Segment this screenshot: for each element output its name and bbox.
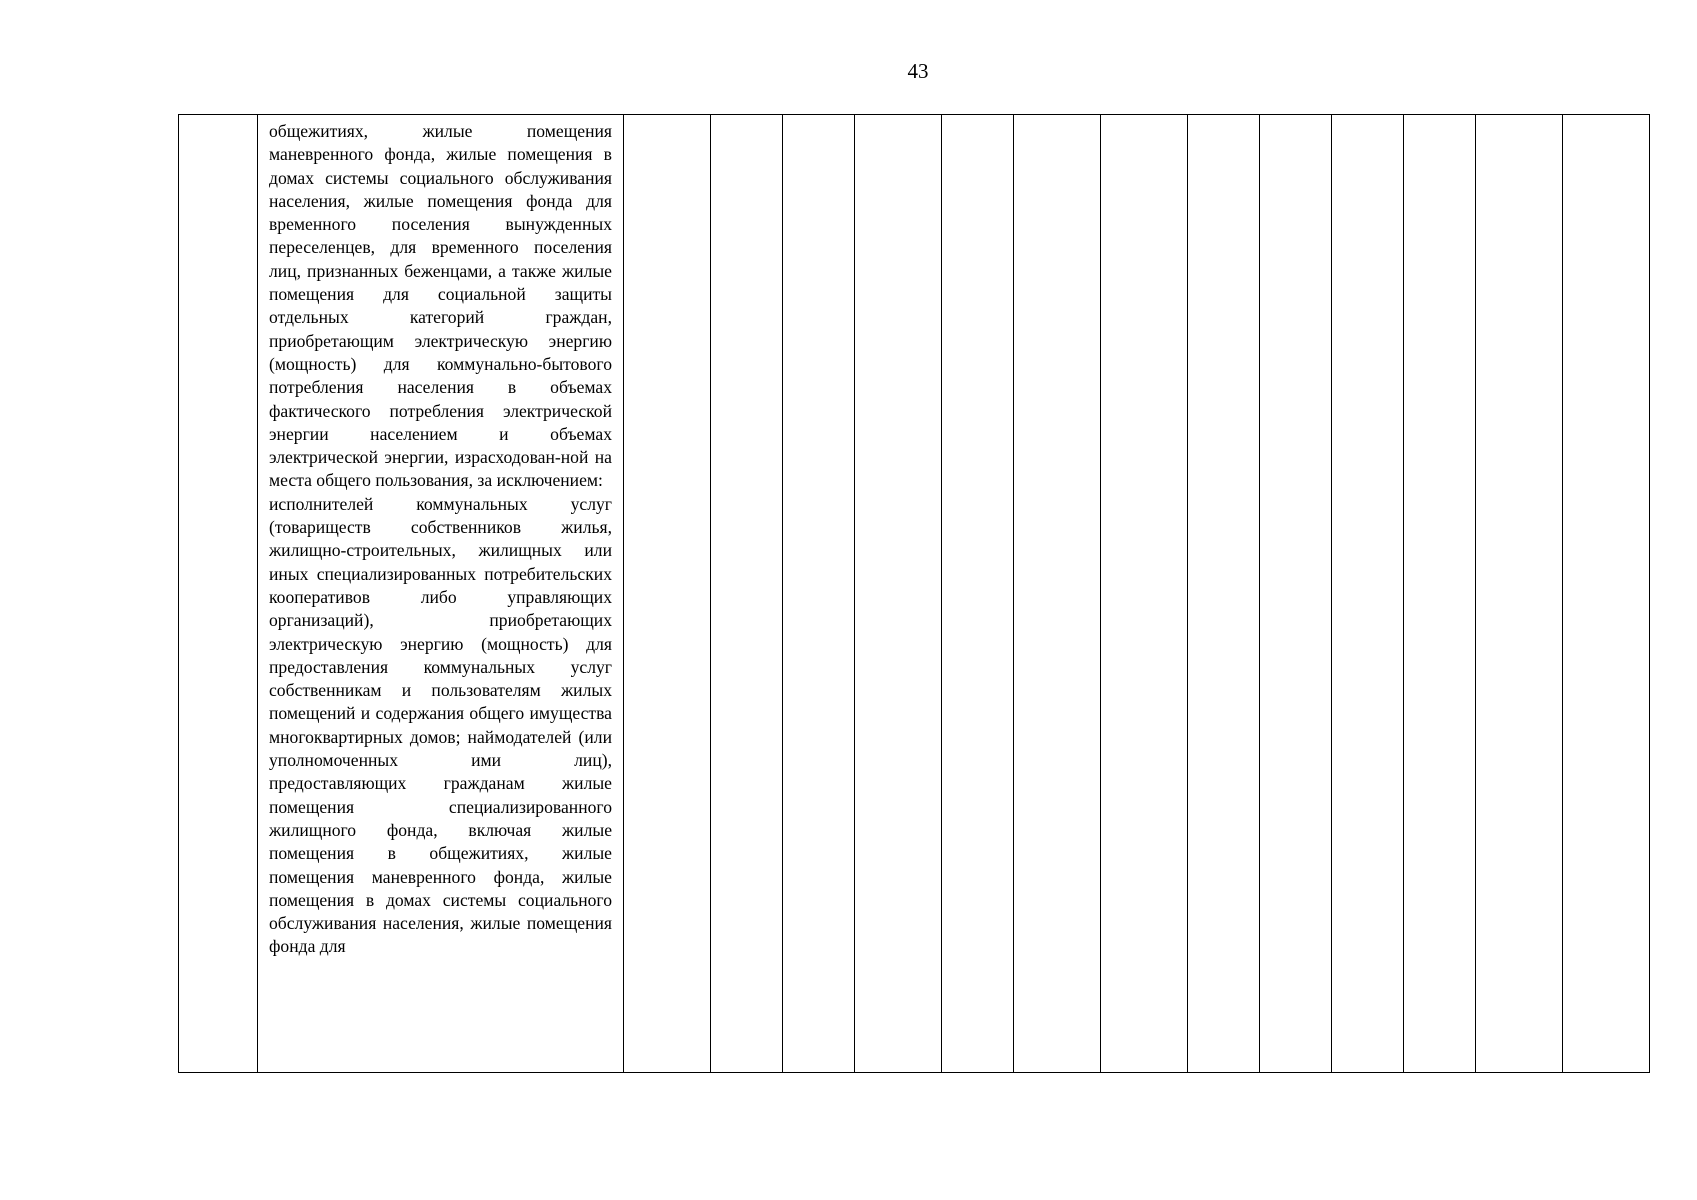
- description-paragraph-1: общежитиях, жилые помещения маневренного фонда, жилые помещения в домах системы социального обслуживания населения, жилые помещения фонда для временного поселения вынужденных переселенцев, для временного поселения лиц, признанных беженцами, а также жилые помещения для социальной защиты отдельных категорий граждан, приобретающим электрическую энергию (мощность) для коммунально-бытового потребления населения в объемах фактического потребления электрической энергии населением и объемах электрической энергии, израсходован-ной на места общего пользования, за исключением:: [269, 121, 612, 491]
- table-cell-empty: [1260, 115, 1332, 1073]
- table-cell-number: [179, 115, 258, 1073]
- data-table: [178, 114, 1650, 1073]
- table-cell-empty: [1014, 115, 1101, 1073]
- table-cell-empty: [1476, 115, 1563, 1073]
- table-cell-empty: [711, 115, 783, 1073]
- table-row: [179, 115, 1650, 1073]
- table-cell-empty: [855, 115, 942, 1073]
- page-number: 43: [907, 59, 929, 83]
- table-cell-empty: [1404, 115, 1476, 1073]
- table-cell-empty: [1332, 115, 1404, 1073]
- table-cell-empty: [1563, 115, 1650, 1073]
- table-cell-description: [258, 115, 624, 1073]
- table-cell-empty: [624, 115, 711, 1073]
- table-cell-empty: [783, 115, 855, 1073]
- table-cell-empty: [1188, 115, 1260, 1073]
- description-paragraph-2: исполнителей коммунальных услуг (товариществ собственников жилья, жилищно-строительных, жилищных или иных специализированных потребительских кооперативов либо управляющих организаций), приобретающих электрическую энергию (мощность) для предоставления коммунальных услуг собственникам и пользователям жилых помещений и содержания общего имущества многоквартирных домов; наймодателей (или уполномоченных ими лиц), предоставляющих гражданам жилые помещения специализированного жилищного фонда, включая жилые помещения в общежитиях, жилые помещения маневренного фонда, жилые помещения в домах системы социального обслуживания населения, жилые помещения фонда для: [269, 493, 612, 957]
- table-cell-empty: [1101, 115, 1188, 1073]
- table-cell-empty: [942, 115, 1014, 1073]
